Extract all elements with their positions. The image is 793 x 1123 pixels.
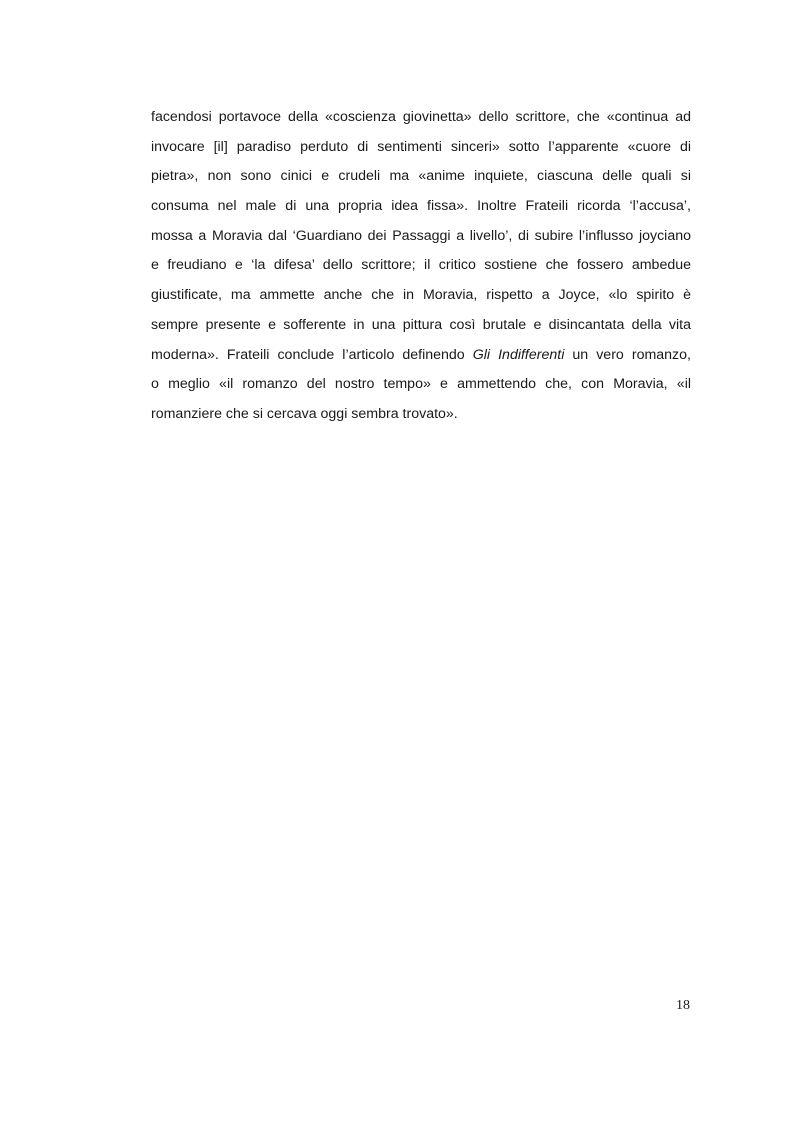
paragraph-line-4: consuma nel male di una propria idea fissa». Inoltre Frateili ricorda ‘l’accusa’, bbox=[151, 198, 691, 215]
paragraph-line-5: mossa a Moravia dal ‘Guardiano dei Passaggi a livello’, di subire l’influsso joyciano bbox=[151, 227, 691, 244]
paragraph-line-10: o meglio «il romanzo del nostro tempo» e ammettendo che, con Moravia, «il bbox=[151, 376, 691, 393]
paragraph-line-3: pietra», non sono cinici e crudeli ma «anime inquiete, ciascuna delle quali si bbox=[151, 168, 691, 185]
paragraph-line-8: sempre presente e sofferente in una pittura così brutale e disincantata della vita bbox=[151, 316, 691, 333]
paragraph-line-9 bbox=[151, 341, 691, 371]
paragraph-line-11: romanziere che si cercava oggi sembra trovato». bbox=[151, 405, 458, 422]
paragraph-line-6: e freudiano e ‘la difesa’ dello scrittore; il critico sostiene che fossero ambedue bbox=[151, 257, 691, 274]
paragraph-line-1: facendosi portavoce della «coscienza giovinetta» dello scrittore, che «continua ad bbox=[151, 109, 691, 125]
page-number: 18 bbox=[676, 998, 690, 1013]
paragraph-line-7: giustificate, ma ammette anche che in Moravia, rispetto a Joyce, «lo spirito è bbox=[151, 287, 691, 304]
book-title-italic: Gli Indifferenti bbox=[472, 346, 565, 363]
paragraph-line-2: invocare [il] paradiso perduto di sentimenti sinceri» sotto l’apparente «cuore di bbox=[151, 138, 691, 155]
line-9-text-after: un vero romanzo, bbox=[564, 346, 691, 363]
line-9-text-before: moderna». Frateili conclude l’articolo definendo bbox=[151, 346, 473, 363]
body-paragraph bbox=[151, 103, 691, 430]
